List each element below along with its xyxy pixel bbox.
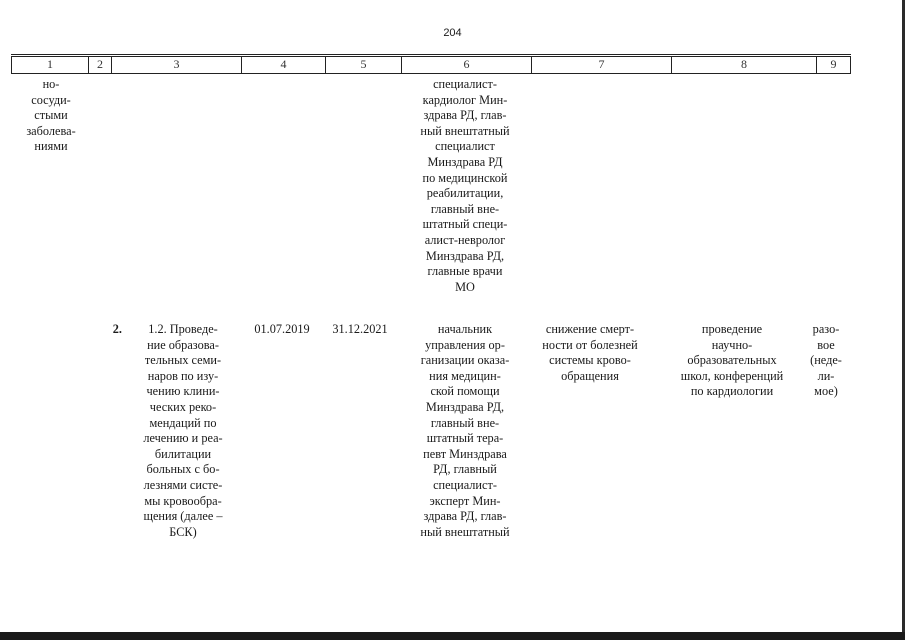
header-col-5: 5	[325, 57, 401, 73]
header-col-4: 4	[241, 57, 325, 73]
activity-description: 1.2. Проведе- ние образова- тельных семи- наров по изу- чению клини- ческих реко- мендаций по лечению и реа- билитации больных с бо- лезнями систе- мы кровообра- щения (далее – БСК)	[143, 322, 223, 539]
scan-bottom-edge	[0, 632, 905, 640]
indicator: проведение научно- образовательных школ, конференций по кардиологии	[680, 322, 784, 399]
end-date: 31.12.2021	[332, 322, 388, 336]
continuation-responsible-text: специалист- кардиолог Мин- здрава РД, глав- ный внештатный специалист Минздрава РД по медицинской реабилитации, главный вне- штатный специ- алист-невролог Минздрава РД, главные врачи МО	[420, 77, 510, 294]
table-header-row	[11, 56, 851, 74]
header-col-3: 3	[111, 57, 241, 73]
expected-result: снижение смерт- ности от болезней системы крово- обращения	[542, 322, 638, 383]
header-col-7: 7	[531, 57, 671, 73]
frequency: разо- вое (неде- ли- мое)	[810, 322, 842, 399]
header-col-6: 6	[401, 57, 531, 73]
page-number: 204	[443, 27, 462, 39]
header-col-1: 1	[11, 57, 88, 73]
header-col-9: 9	[816, 57, 851, 73]
header-col-8: 8	[671, 57, 816, 73]
start-date: 01.07.2019	[254, 322, 310, 336]
responsible-persons: начальник управления ор- ганизации оказа- ния медицин- ской помощи Минздрава РД, главный вне- штатный тера- певт Минздрава РД, главный специалист- эксперт Мин- здрава РД, глав- ный внештатный	[420, 322, 510, 539]
continuation-col1-text: но- сосуди- стыми заболева- ниями	[26, 77, 76, 154]
header-col-2: 2	[88, 57, 111, 73]
row-number: 2.	[112, 322, 122, 336]
table-top-rule	[11, 54, 851, 55]
